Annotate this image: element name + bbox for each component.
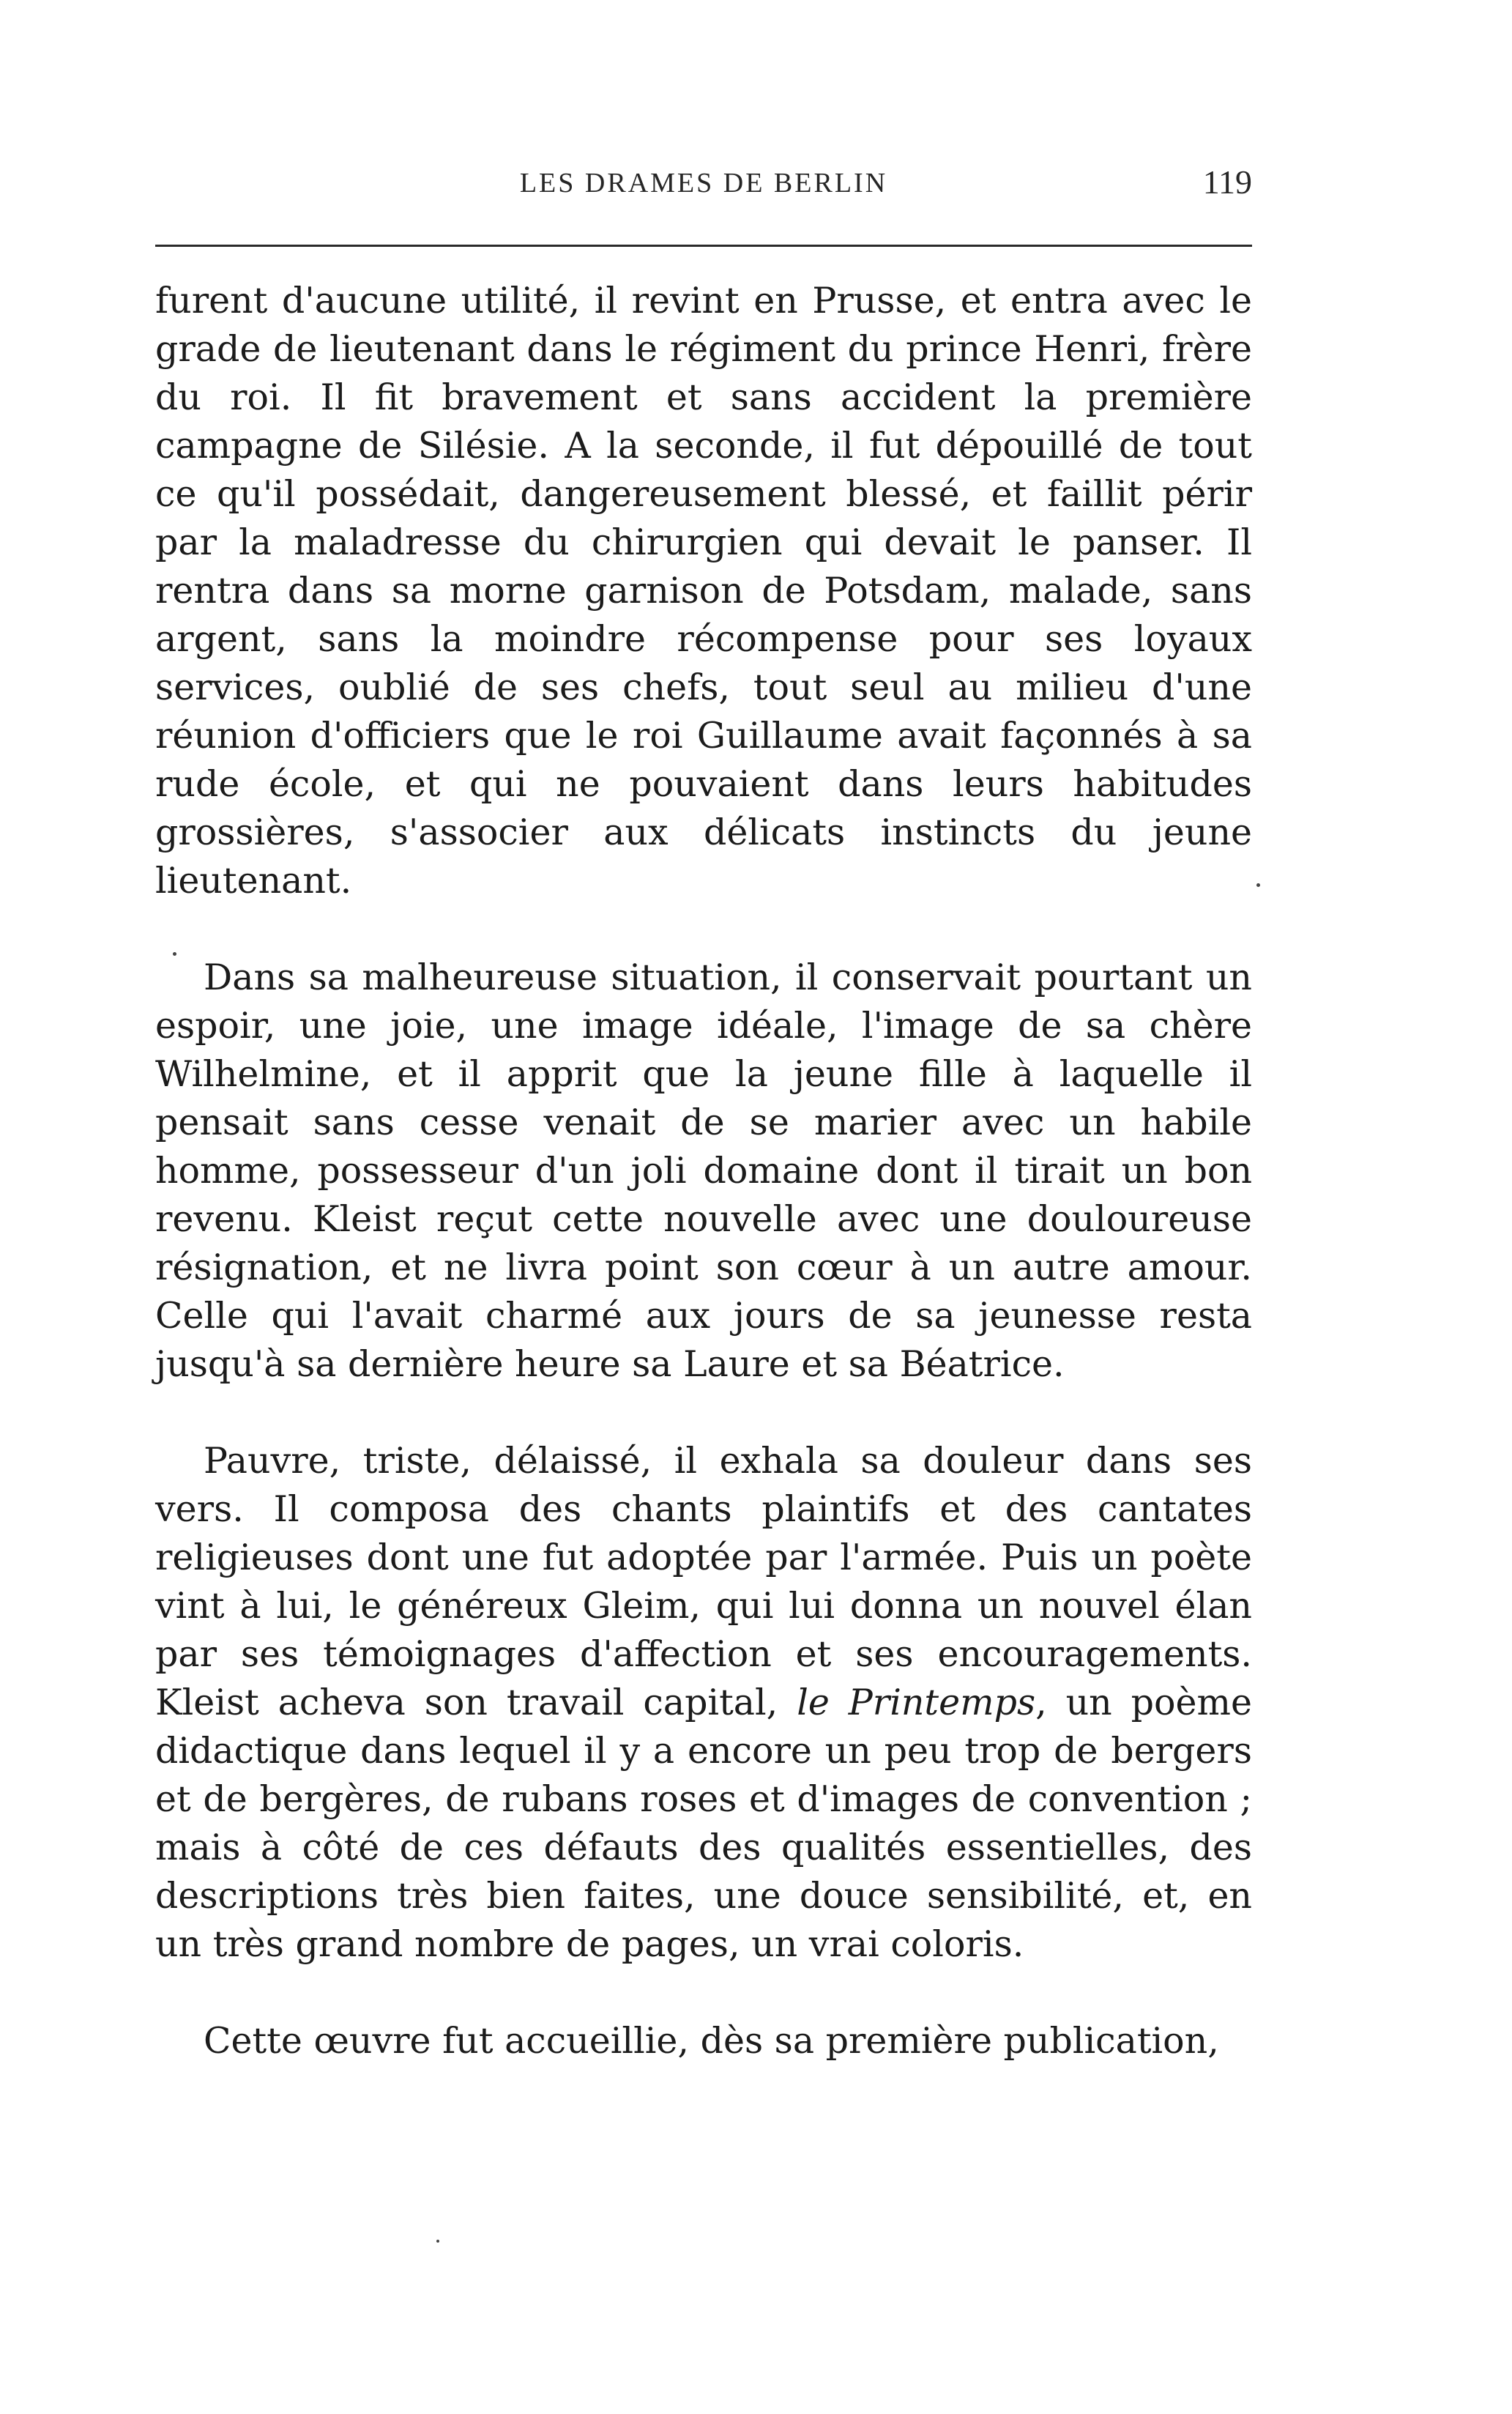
paragraph-3-text-after: , un poème didactique dans lequel il y a encore un peu trop de bergers et de bergères, de rubans roses et d'images de convention ; mais à côté de ces défauts des qualités essentielles, des descriptions très bien faites, une douce sensibilité, et, en un très grand nombre de pages, un vrai coloris. bbox=[155, 1682, 1253, 1965]
paragraph-1: furent d'aucune utilité, il revint en Prusse, et entra avec le grade de lieutenant dans le régiment du prince Henri, frère du roi. Il fit bravement et sans accident la première campagne de Silésie. A la seconde, il fut dépouillé de tout ce qu'il possédait, dangereusement blessé, et faillit périr par la maladresse du chirurgien qui devait le panser. Il rentra dans sa morne garnison de Potsdam, malade, sans argent, sans la moindre récompense pour ses loyaux services, oublié de ses chefs, tout seul au milieu d'une réunion d'officiers que le roi Guillaume avait façonnés à sa rude école, et qui ne pouvaient dans leurs habitudes grossières, s'associer aux délicats instincts du jeune lieutenant. bbox=[155, 280, 1252, 902]
page-header bbox=[155, 157, 1252, 208]
print-speck bbox=[173, 952, 176, 956]
print-speck bbox=[436, 2240, 439, 2243]
paragraph-4: Cette œuvre fut accueillie, dès sa première publication, bbox=[204, 2020, 1219, 2062]
page-number: 119 bbox=[1202, 163, 1252, 201]
running-title: LES DRAMES DE BERLIN bbox=[519, 168, 888, 198]
paragraph-3-text-before: Pauvre, triste, délaissé, il exhala sa douleur dans ses vers. Il composa des chants plaintifs et des cantates religieuses dont une fut adoptée par l'armée. Puis un poète vint à lui, le généreux Gleim, qui lui donna un nouvel élan par ses témoignages d'affection et ses encouragements. Kleist acheva son travail capital, bbox=[155, 1440, 1252, 1723]
paragraph-3 bbox=[155, 1437, 1252, 1969]
print-speck bbox=[1256, 883, 1260, 887]
paragraph-2: Dans sa malheureuse situation, il conservait pourtant un espoir, une joie, une image idéale, l'image de sa chère Wilhelmine, et il apprit que la jeune fille à laquelle il pensait sans cesse venait de se marier avec un habile homme, possesseur d'un joli domaine dont il tirait un bon revenu. Kleist reçut cette nouvelle avec une douloureuse résignation, et ne livra point son cœur à un autre amour. Celle qui l'avait charmé aux jours de sa jeunesse resta jusqu'à sa dernière heure sa Laure et sa Béatrice. bbox=[155, 957, 1252, 1385]
work-title-italic: le Printemps bbox=[797, 1682, 1036, 1723]
body-text bbox=[155, 277, 1252, 2065]
header-rule bbox=[155, 245, 1252, 247]
